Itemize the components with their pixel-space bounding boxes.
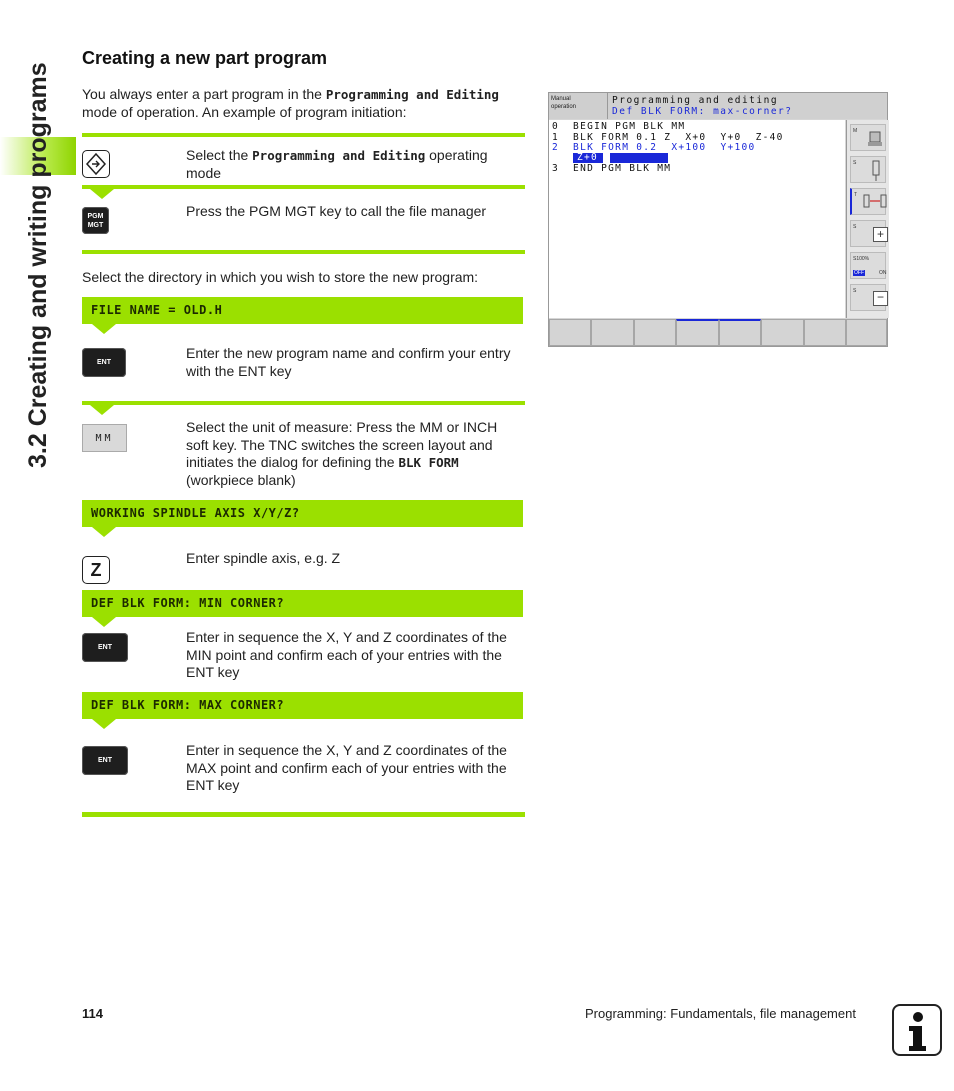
- tool-icon: [862, 193, 888, 213]
- info-icon: [892, 1004, 942, 1056]
- intro-paragraph: You always enter a part program in the Programming and Editing mode of operation. An example of program initiation:: [82, 86, 499, 120]
- ent-key[interactable]: ENT: [82, 633, 128, 662]
- mm-softkey[interactable]: MM: [82, 424, 127, 452]
- sidebar-spindle-override[interactable]: S100% OFF ON: [850, 252, 886, 279]
- z-axis-key[interactable]: Z: [82, 556, 110, 584]
- dialog-max-corner: DEF BLK FORM: MAX CORNER?: [82, 692, 523, 719]
- softkey-6[interactable]: [761, 319, 804, 346]
- input-field[interactable]: [610, 153, 668, 163]
- step-select-mode: Select the Programming and Editing operating mode: [186, 147, 488, 181]
- tnc-input-value[interactable]: Z+0: [577, 152, 599, 163]
- divider: [82, 185, 525, 189]
- dialog-min-corner: DEF BLK FORM: MIN CORNER?: [82, 590, 523, 617]
- step-pgm-mgt: Press the PGM MGT key to call the file manager: [186, 203, 487, 219]
- divider: [82, 133, 525, 137]
- tnc-dialog-prompt: Def BLK FORM: max-corner?: [612, 106, 793, 117]
- diamond-arrow-icon: [83, 151, 109, 177]
- tnc-programming-mode: Programming and editing Def BLK FORM: max-corner?: [608, 93, 887, 119]
- sidebar-m[interactable]: M: [850, 124, 886, 151]
- sidebar-t[interactable]: T: [850, 188, 886, 215]
- program-line[interactable]: 1 BLK FORM 0.1 Z X+0 Y+0 Z-40: [552, 132, 784, 143]
- softkey-8[interactable]: [846, 319, 887, 346]
- step-unit-of-measure: Select the unit of measure: Press the MM or INCH soft key. The TNC switches the screen layout and initiates the dialog for defining the BLK FORM (workpiece blank): [186, 419, 498, 488]
- tnc-machine-mode: Manual operation: [549, 93, 608, 119]
- sidebar-s[interactable]: S: [850, 156, 886, 183]
- step-min-corner: Enter in sequence the X, Y and Z coordinates of the MIN point and confirm each of your entries with the ENT key: [186, 629, 507, 680]
- dialog-file-name: FILE NAME = OLD.H: [82, 297, 523, 324]
- machine-icon: [867, 130, 883, 148]
- sidebar-s-minus[interactable]: S −: [850, 284, 886, 311]
- divider: [82, 250, 525, 254]
- tnc-screen: [548, 92, 888, 347]
- program-line[interactable]: 3 END PGM BLK MM: [552, 163, 672, 174]
- programming-mode-key[interactable]: [82, 150, 110, 178]
- divider: [82, 812, 525, 817]
- step-max-corner: Enter in sequence the X, Y and Z coordinates of the MAX point and confirm each of your entries with the ENT key: [186, 742, 507, 793]
- spindle-icon: [869, 160, 883, 182]
- dialog-spindle-axis: WORKING SPINDLE AXIS X/Y/Z?: [82, 500, 523, 527]
- arrow-down-icon: [90, 405, 114, 415]
- softkey-5[interactable]: [719, 319, 761, 346]
- arrow-down-icon: [92, 324, 116, 334]
- program-line-active[interactable]: 2 BLK FORM 0.2 X+100 Y+100: [552, 142, 756, 153]
- softkey-4[interactable]: [676, 319, 719, 346]
- select-directory-text: Select the directory in which you wish to store the new program:: [82, 269, 479, 285]
- step-spindle-axis: Enter spindle axis, e.g. Z: [186, 550, 341, 566]
- softkey-3[interactable]: [634, 319, 676, 346]
- tnc-program-editor[interactable]: [549, 120, 845, 318]
- arrow-down-icon: [92, 719, 116, 729]
- ent-key[interactable]: ENT: [82, 746, 128, 775]
- ent-key[interactable]: ENT: [82, 348, 126, 377]
- arrow-down-icon: [92, 617, 116, 627]
- arrow-down-icon: [92, 527, 116, 537]
- divider: [82, 401, 525, 405]
- section-title: Creating a new part program: [82, 48, 328, 68]
- pgm-mgt-key[interactable]: PGM MGT: [82, 207, 109, 234]
- tnc-softkey-row: [549, 319, 887, 346]
- program-line[interactable]: 0 BEGIN PGM BLK MM: [552, 121, 686, 132]
- softkey-2[interactable]: [591, 319, 634, 346]
- step-enter-name: Enter the new program name and confirm your entry with the ENT key: [186, 345, 511, 379]
- minus-icon: −: [873, 291, 888, 306]
- footer-chapter-text: Programming: Fundamentals, file management: [585, 1006, 856, 1021]
- plus-icon: +: [873, 227, 888, 242]
- softkey-1[interactable]: [549, 319, 591, 346]
- softkey-7[interactable]: [804, 319, 846, 346]
- page-number: 114: [82, 1006, 103, 1021]
- sidebar-s-plus[interactable]: S +: [850, 220, 886, 247]
- tnc-status-sidebar: [846, 120, 889, 318]
- arrow-down-icon: [90, 189, 114, 199]
